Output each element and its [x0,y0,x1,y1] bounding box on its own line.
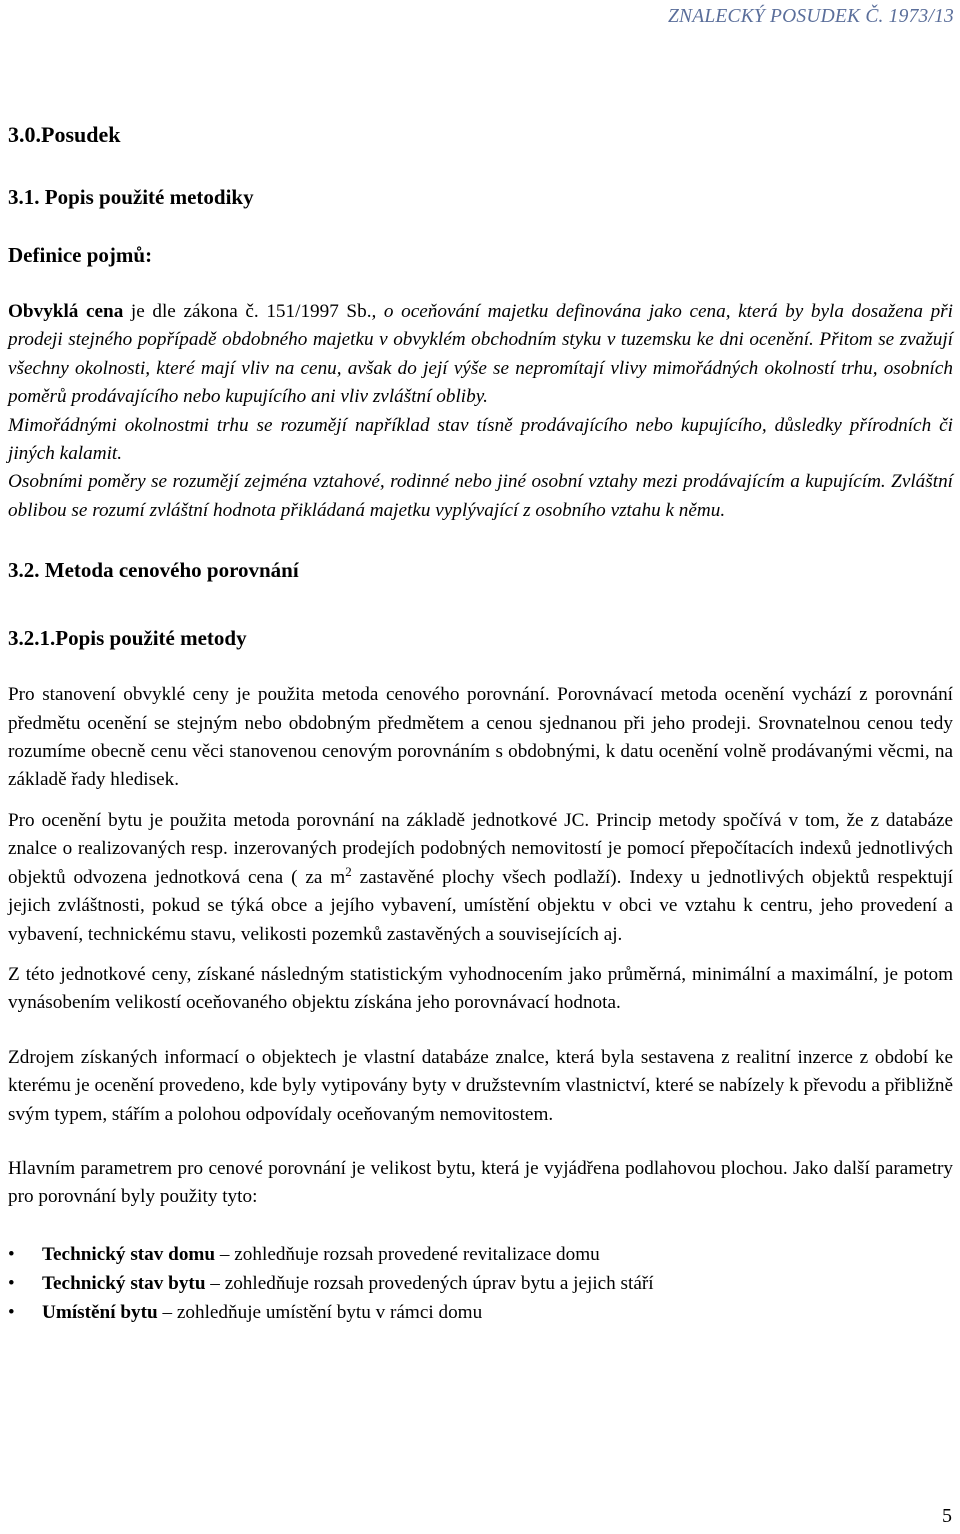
bullet-icon: • [8,1243,15,1265]
parameter-list [8,1240,953,1327]
heading-metoda-porovnani: 3.2. Metoda cenového porovnání [8,558,299,583]
definition-term: Obvyklá cena [8,301,124,322]
definition-lead: je dle zákona č. 151/1997 Sb. [123,301,372,322]
list-item [8,1298,953,1327]
body-paragraph-4: Zdrojem získaných informací o objektech je vlastní databáze znalce, která byla sestavena z realitní inzerce z období ke kterému je ocenění provedeno, kde byly vytipovány byty v družstevním vlastnictví, které se nabízely k převodu a přibližně svým typem, stářím a polohou odpovídaly oceňovaným nemovitostem. [8,1046,953,1125]
body-paragraph-3: Z této jednotkové ceny, získané následným statistickým vyhodnocením jako průměrná, minimální a maximální, je potom vynásobením velikostí oceňovaného objektu získána jeho porovnávací hodnota. [8,963,953,1014]
heading-popis-metody: 3.2.1.Popis použité metody [8,626,247,651]
bullet-icon: • [8,1301,15,1323]
list-item-term: Technický stav domu [42,1243,216,1265]
heading-posudek: 3.0.Posudek [8,122,121,147]
page-number: 5 [942,1505,952,1527]
document-header: ZNALECKÝ POSUDEK Č. 1973/13 [667,6,954,27]
heading-definice: Definice pojmů: [8,243,153,267]
body-paragraph-2 [8,807,953,949]
definition-text: , o oceňování majetku definována jako cena, která by byla dosažena při prodeji stejného popřípadě obdobného majetku v obvyklém obchodním styku v tuzemsku ke dni ocenění. Přitom se zvažují všechny okolnosti, které mají vliv na cenu, avšak do její výše se nepromítají vlivy mimořádných okolností trhu, osobních poměrů prodávajícího nebo kupujícího ani vliv zvláštní obliby. [8,301,953,408]
body-paragraph-1: Pro stanovení obvyklé ceny je použita metoda cenového porovnání. Porovnávací metoda ocenění vychází z porovnání předmětu ocenění se stejným nebo obdobným předmětem a cenou sjednanou při jeho prodeji. Srovnatelnou cenou tedy rozumíme obecně cenu věci stanovenou cenovým porovnáním s obdobnými, k datu ocenění volně prodávanými věcmi, na základě řady hledisek. [8,684,953,791]
definition-mimoradne: Mimořádnými okolnostmi trhu se rozumějí například stav tísně prodávajícího nebo kupujícího, důsledky přírodních či jiných kalamit. [8,414,953,465]
list-item-desc: – zohledňuje rozsah provedených úprav bytu a jejich stáří [205,1272,654,1294]
list-item-desc: – zohledňuje rozsah provedené revitalizace domu [215,1243,600,1265]
body-paragraph-2a: Pro ocenění bytu je použita metoda porovnání na základě jednotkové JC. Princip metody spočívá v tom, že z databáze znalce o realizovaných resp. inzerovaných prodejích podobných nemovitostí je pomocí přepočítacích indexů jednotlivých objektů odvozena jednotková cena ( za m [8,809,953,888]
definition-paragraph [8,298,953,412]
list-item [8,1240,953,1269]
list-item-desc: – zohledňuje umístění bytu v rámci domu [157,1301,483,1323]
list-item [8,1269,953,1298]
list-item-term: Umístění bytu [42,1301,158,1323]
definition-osobni: Osobními poměry se rozumějí zejména vztahové, rodinné nebo jiné osobní vztahy mezi prodávajícím a kupujícím. Zvláštní oblibou se rozumí zvláštní hodnota přikládaná majetku vyplývající z osobního vztahu k němu. [8,471,953,521]
page-content [8,120,953,1327]
body-paragraph-5: Hlavním parametrem pro cenové porovnání je velikost bytu, která je vyjádřena podlahovou plochou. Jako další parametry pro porovnání byly použity tyto: [8,1157,953,1208]
list-item-term: Technický stav bytu [42,1272,206,1294]
superscript-2: 2 [345,863,352,879]
bullet-icon: • [8,1272,15,1294]
body-paragraph-2b: zastavěné plochy všech podlaží). Indexy u jednotlivých objektů respektují jejich zvláštnosti, pokud se týká obce a jejího vybavení, umístění objektu v obci ve vztahu k centru, jeho provedení a vybavení, technickému stavu, velikosti pozemků zastavěných a souvisejících aj. [8,866,953,945]
heading-popis-metodiky: 3.1. Popis použité metodiky [8,185,254,209]
